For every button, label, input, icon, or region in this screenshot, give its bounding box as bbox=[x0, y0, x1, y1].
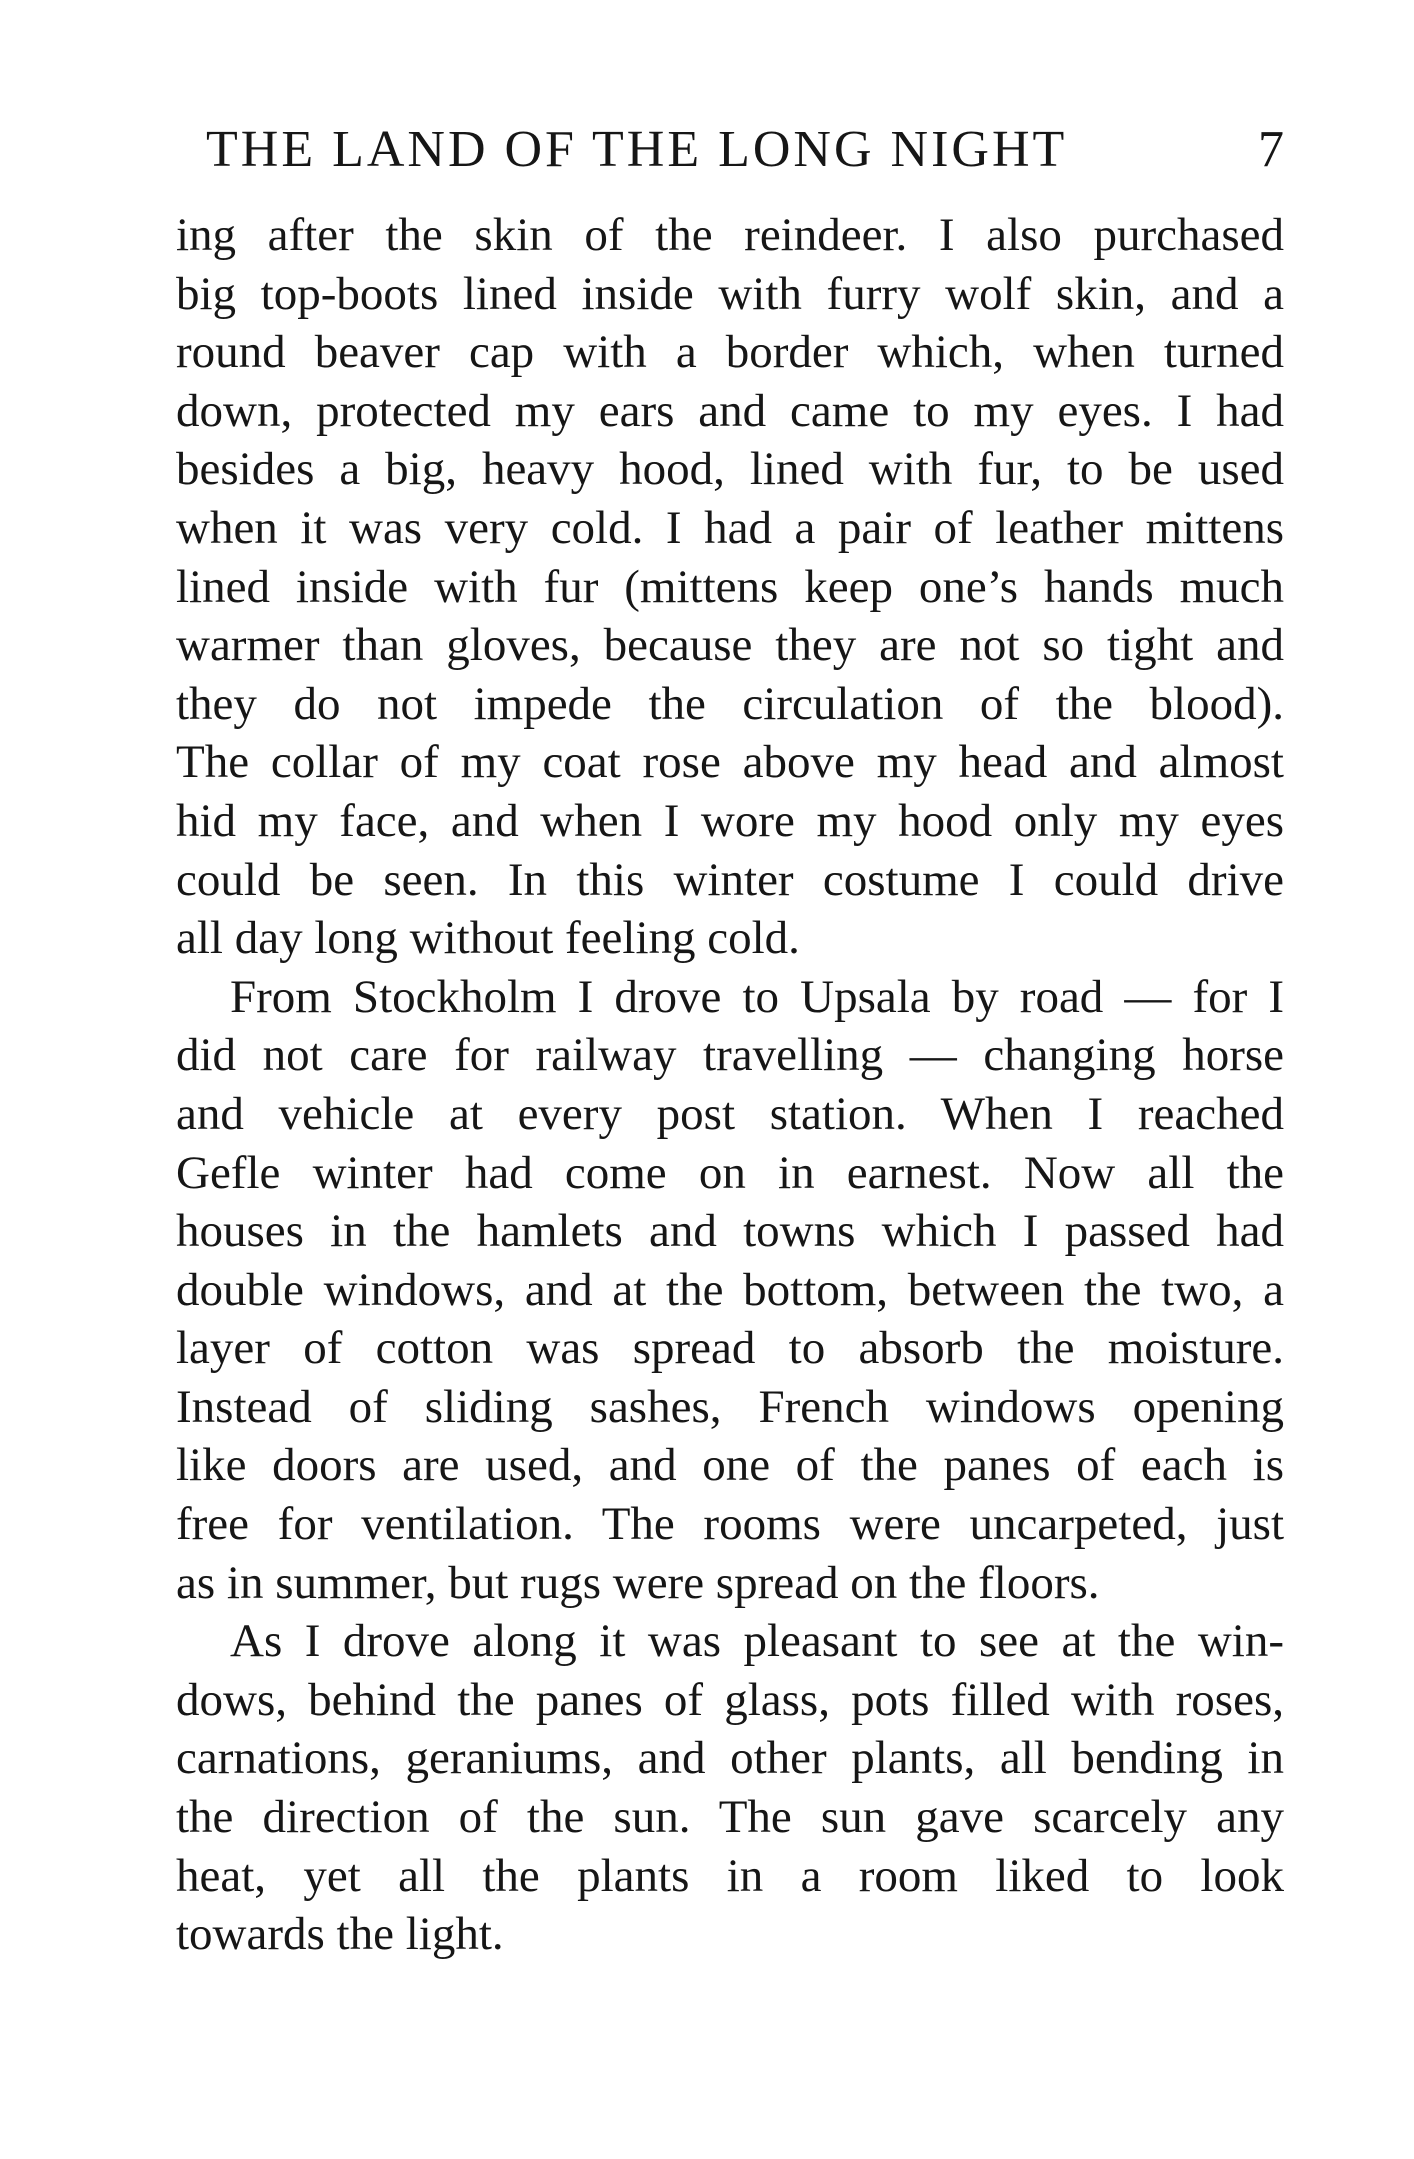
text-line: Gefle winter had come on in earnest. Now all the bbox=[176, 1146, 1284, 1199]
paragraph bbox=[176, 206, 1284, 968]
text-line: layer of cotton was spread to absorb the moisture. bbox=[176, 1322, 1284, 1375]
text-line: when it was very cold. I had a pair of leather mittens bbox=[176, 501, 1284, 554]
text-line: and vehicle at every post station. When I reached bbox=[176, 1087, 1284, 1140]
text-line: lined inside with fur (mittens keep one’s hands much bbox=[176, 560, 1284, 613]
text-line: From Stockholm I drove to Upsala by road — for I bbox=[230, 970, 1284, 1023]
running-title: THE LAND OF THE LONG NIGHT bbox=[206, 121, 1068, 178]
text-line: all day long without feeling cold. bbox=[176, 912, 800, 965]
paragraph bbox=[176, 1612, 1284, 1964]
text-line: warmer than gloves, because they are not so tight and bbox=[176, 619, 1284, 672]
text-line: carnations, geraniums, and other plants, all bending in bbox=[176, 1732, 1284, 1785]
page-number: 7 bbox=[1258, 121, 1284, 178]
text-line: As I drove along it was pleasant to see at the win- bbox=[230, 1615, 1284, 1668]
text-line: The collar of my coat rose above my head and almost bbox=[176, 736, 1284, 789]
text-line: the direction of the sun. The sun gave scarcely any bbox=[176, 1791, 1284, 1844]
text-line: round beaver cap with a border which, when turned bbox=[176, 326, 1284, 379]
text-line: houses in the hamlets and towns which I passed had bbox=[176, 1205, 1284, 1258]
text-line: could be seen. In this winter costume I could drive bbox=[176, 853, 1284, 906]
text-line: did not care for railway travelling — changing horse bbox=[176, 1029, 1284, 1082]
paragraph bbox=[176, 968, 1284, 1613]
text-line: besides a big, heavy hood, lined with fur, to be used bbox=[176, 443, 1284, 496]
book-page bbox=[176, 120, 1284, 1964]
text-line: heat, yet all the plants in a room liked to look bbox=[176, 1849, 1284, 1902]
text-line: towards the light. bbox=[176, 1908, 504, 1961]
text-line: dows, behind the panes of glass, pots filled with roses, bbox=[176, 1673, 1284, 1726]
text-line: as in summer, but rugs were spread on the floors. bbox=[176, 1556, 1100, 1609]
text-line: down, protected my ears and came to my eyes. I had bbox=[176, 384, 1284, 437]
text-line: Instead of sliding sashes, French windows opening bbox=[176, 1380, 1284, 1433]
text-line: big top-boots lined inside with furry wolf skin, and a bbox=[176, 267, 1284, 320]
text-line: like doors are used, and one of the panes of each is bbox=[176, 1439, 1284, 1492]
running-head bbox=[176, 120, 1284, 180]
body-text bbox=[176, 206, 1284, 1964]
text-line: ing after the skin of the reindeer. I also purchased bbox=[176, 209, 1284, 261]
text-line: they do not impede the circulation of the blood). bbox=[176, 677, 1284, 730]
text-line: double windows, and at the bottom, between the two, a bbox=[176, 1263, 1284, 1316]
text-line: hid my face, and when I wore my hood only my eyes bbox=[176, 794, 1284, 847]
text-line: free for ventilation. The rooms were uncarpeted, just bbox=[176, 1498, 1284, 1551]
